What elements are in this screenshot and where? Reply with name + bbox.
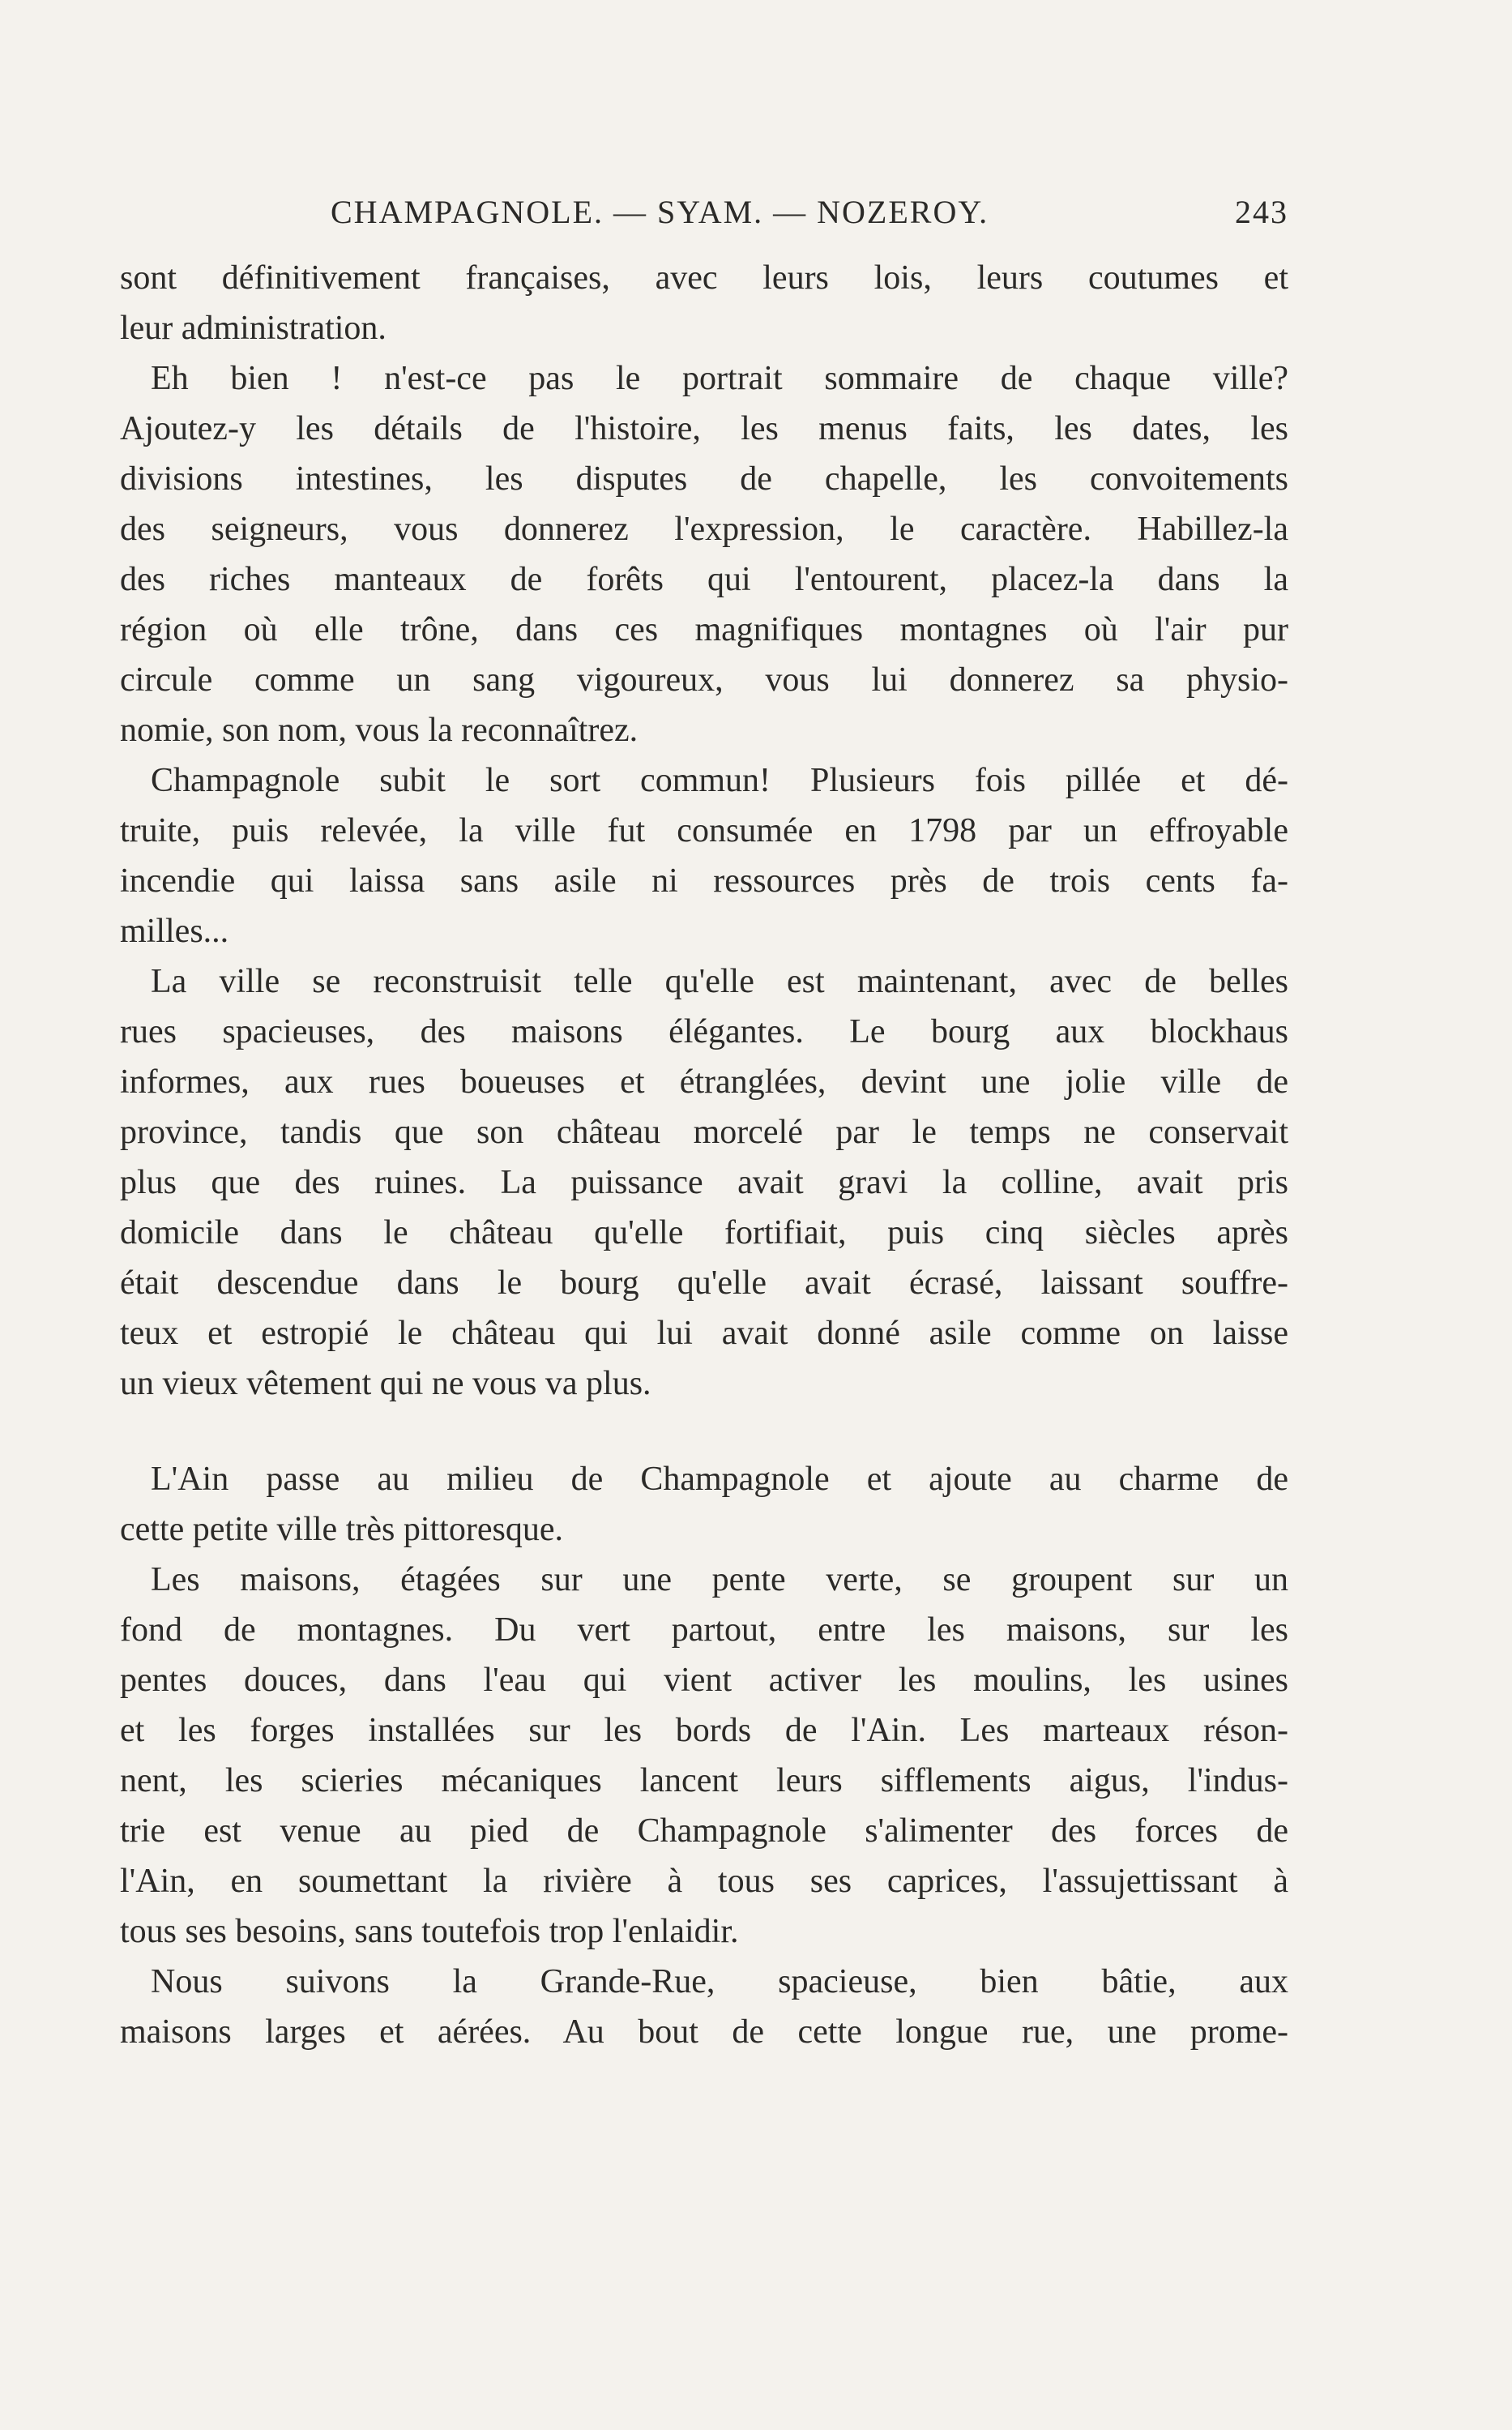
text-line: cette petite ville très pittoresque. bbox=[120, 1511, 563, 1548]
text-line: circule comme un sang vigoureux, vous lui donnerez sa physio- bbox=[120, 661, 1288, 699]
page-header bbox=[120, 193, 1288, 238]
text-line: leur administration. bbox=[120, 310, 387, 347]
text-line: Ajoutez-y les détails de l'histoire, les menus faits, les dates, les bbox=[120, 410, 1288, 447]
text-line: région où elle trône, dans ces magnifiques montagnes où l'air pur bbox=[120, 611, 1288, 648]
text-line: pentes douces, dans l'eau qui vient activer les moulins, les usines bbox=[120, 1662, 1288, 1699]
text-line: La ville se reconstruisit telle qu'elle est maintenant, avec de belles bbox=[151, 963, 1288, 1000]
text-line: informes, aux rues boueuses et étranglées, devint une jolie ville de bbox=[120, 1063, 1288, 1101]
text-line: des seigneurs, vous donnerez l'expression, le caractère. Habillez-la bbox=[120, 511, 1288, 548]
text-line: truite, puis relevée, la ville fut consumée en 1798 par un effroyable bbox=[120, 812, 1288, 849]
text-line: maisons larges et aérées. Au bout de cette longue rue, une prome- bbox=[120, 2013, 1288, 2051]
text-line: rues spacieuses, des maisons élégantes. Le bourg aux blockhaus bbox=[120, 1013, 1288, 1050]
text-line: divisions intestines, les disputes de chapelle, les convoitements bbox=[120, 460, 1288, 498]
text-line: Les maisons, étagées sur une pente verte, se groupent sur un bbox=[151, 1561, 1288, 1598]
body-text bbox=[120, 253, 1288, 2057]
text-line: milles... bbox=[120, 913, 229, 950]
text-line: Champagnole subit le sort commun! Plusieurs fois pillée et dé- bbox=[151, 762, 1288, 799]
text-line: province, tandis que son château morcelé par le temps ne conservait bbox=[120, 1114, 1288, 1151]
text-line: tous ses besoins, sans toutefois trop l'enlaidir. bbox=[120, 1913, 739, 1950]
text-line: sont définitivement françaises, avec leurs lois, leurs coutumes et bbox=[120, 259, 1288, 297]
text-line: domicile dans le château qu'elle fortifiait, puis cinq siècles après bbox=[120, 1214, 1288, 1251]
text-line: Nous suivons la Grande-Rue, spacieuse, bien bâtie, aux bbox=[151, 1963, 1288, 2000]
page-number: 243 bbox=[1235, 194, 1288, 230]
text-line: incendie qui laissa sans asile ni ressources près de trois cents fa- bbox=[120, 862, 1288, 900]
text-line: un vieux vêtement qui ne vous va plus. bbox=[120, 1365, 651, 1402]
text-line: l'Ain, en soumettant la rivière à tous ses caprices, l'assujettissant à bbox=[120, 1863, 1288, 1900]
text-line: teux et estropié le château qui lui avait donné asile comme on laisse bbox=[120, 1315, 1288, 1352]
text-line: des riches manteaux de forêts qui l'entourent, placez-la dans la bbox=[120, 561, 1288, 598]
section-break bbox=[120, 1409, 1288, 1454]
text-line: plus que des ruines. La puissance avait gravi la colline, avait pris bbox=[120, 1164, 1288, 1201]
running-title: CHAMPAGNOLE. — SYAM. — NOZEROY. bbox=[331, 194, 989, 230]
text-line: et les forges installées sur les bords de l'Ain. Les marteaux réson- bbox=[120, 1712, 1288, 1749]
text-line: nent, les scieries mécaniques lancent leurs sifflements aigus, l'indus- bbox=[120, 1762, 1288, 1799]
text-line: trie est venue au pied de Champagnole s'alimenter des forces de bbox=[120, 1812, 1288, 1850]
text-line: L'Ain passe au milieu de Champagnole et ajoute au charme de bbox=[151, 1461, 1288, 1498]
text-line: Eh bien ! n'est-ce pas le portrait sommaire de chaque ville? bbox=[151, 360, 1288, 397]
text-line: était descendue dans le bourg qu'elle avait écrasé, laissant souffre- bbox=[120, 1264, 1288, 1302]
text-line: nomie, son nom, vous la reconnaîtrez. bbox=[120, 712, 639, 749]
text-line: fond de montagnes. Du vert partout, entre les maisons, sur les bbox=[120, 1611, 1288, 1649]
